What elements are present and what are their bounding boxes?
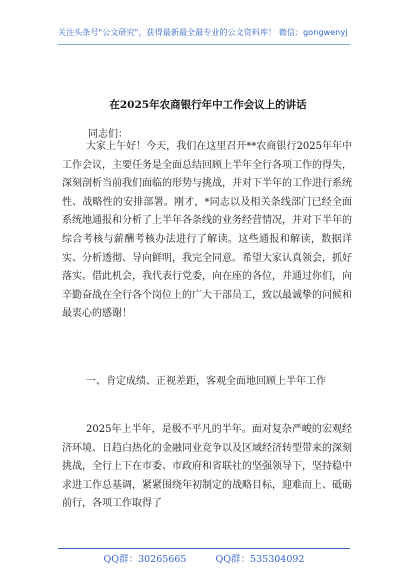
header-note: 关注头条号"公文研究"，获得最新最全最专业的公文资料库！ 微信：gongwenyj [58,28,348,37]
footer-qq-group-1: QQ群：30265665 [103,554,187,565]
section-heading: 一、肯定成绩、正视差距，客观全面地回顾上半年工作 [86,376,326,387]
footer-divider [58,548,350,549]
salutation: 同志们： [88,129,128,140]
footer-contacts [58,554,350,566]
document-title: 在2025年农商银行年中工作会议上的讲话 [109,99,307,111]
paragraph-review: 2025年上半年，是极不平凡的半年。面对复杂严峻的宏观经济环境、日趋白热化的金融同业竞争以及区域经济转型带来的深刻挑战，全行上下在市委、市政府和省联社的坚强领导下，坚持稳中求进工作总基调，紧紧围绕年初制定的战略目标，迎难而上、砥砺前行，各项工作取得了 [62,424,352,510]
header-divider [58,44,350,45]
footer-qq-group-2: QQ群：535304092 [215,554,305,565]
paragraph-opening: 大家上午好！今天，我们在这里召开**农商银行2025年年中工作会议，主要任务是全面总结回顾上半年全行各项工作的得失，深刻剖析当前我们面临的形势与挑战，并对下半年的工作进行系统性、战略性的安排部署。刚才，*同志以及相关条线部门已经全面系统地通报和分析了上半年各条线的业务经营情况，并对下半年的综合考核与薪酬考核办法进行了解读。这些通报和解读，数据详实、分析透彻、导向鲜明，我完全同意。希望大家认真领会，抓好落实。借此机会，我代表行党委，向在座的各位，并通过你们，向辛勤奋战在全行各个岗位上的广大干部员工，致以最诚挚的问候和最衷心的感谢！ [62,141,352,320]
